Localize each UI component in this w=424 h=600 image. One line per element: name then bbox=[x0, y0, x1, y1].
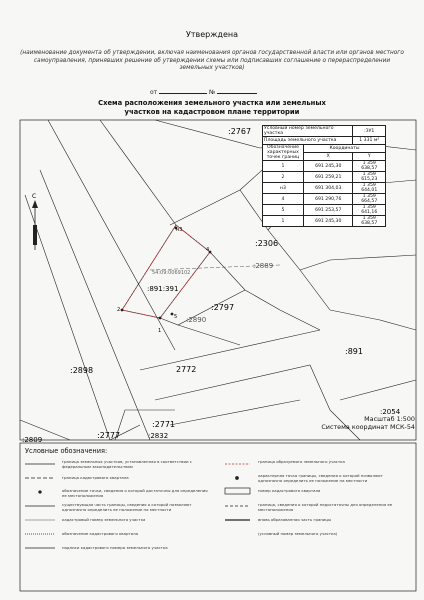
parcel-label: :2890 bbox=[186, 316, 207, 324]
x-cell: 691 245,30 bbox=[304, 161, 353, 172]
legend-title: Условные обозначения: bbox=[25, 447, 108, 455]
designation-value: :ЗУ1 bbox=[353, 126, 386, 137]
parcel-label: :2809 bbox=[22, 436, 43, 444]
north-label: С bbox=[32, 193, 37, 200]
y-cell: 1 359 638,57 bbox=[353, 161, 386, 172]
scheme-title-line2: участков на кадастровом плане территории bbox=[124, 108, 300, 116]
point-cell: 5 bbox=[263, 205, 304, 216]
parcel-label: :2889 bbox=[253, 262, 274, 270]
legend-item: характерная точка границы, сведения о которой позволяют однозначно определить ее положение на местности bbox=[258, 473, 383, 483]
x-cell: 691 253,57 bbox=[304, 205, 353, 216]
legend-symbol bbox=[236, 477, 239, 480]
col-x-header: X bbox=[304, 153, 353, 161]
parcel-label: 2772 bbox=[176, 365, 197, 374]
parcel-label: :2777 bbox=[97, 431, 121, 440]
quarter-label: 54:09:0069102 bbox=[152, 270, 191, 276]
legend-item: граница кадастрового квартала bbox=[62, 475, 129, 480]
parcel-label: :891:391 bbox=[147, 285, 179, 293]
crs-text: Система координат МСК-54 bbox=[321, 423, 415, 431]
legend-item: граница земельных участков, установленная в соответствии с федеральным законодательством bbox=[62, 459, 192, 469]
designation-label: Условный номер земельного участка bbox=[263, 126, 353, 137]
parcel-label: :2797 bbox=[211, 303, 235, 312]
number-prefix: № bbox=[209, 89, 216, 96]
legend-symbol bbox=[225, 488, 250, 494]
legend-item: граница, сведения о которой недостаточны для определения ее местоположения bbox=[258, 502, 393, 512]
y-cell: 1 359 644,01 bbox=[353, 183, 386, 194]
approved-heading: Утверждена bbox=[185, 30, 239, 39]
legend-symbol bbox=[39, 491, 42, 494]
y-cell: 1 359 641,16 bbox=[353, 205, 386, 216]
point-label: 2 bbox=[117, 307, 121, 313]
x-cell: 691 304,03 bbox=[304, 183, 353, 194]
date-prefix: от bbox=[150, 89, 158, 96]
y-cell: 1 359 664,57 bbox=[353, 194, 386, 205]
point-cell: 4 bbox=[263, 194, 304, 205]
point-label: 4 bbox=[206, 247, 210, 253]
parcel-label: :2054 bbox=[380, 408, 401, 416]
col-points-header: Обозначение характерных точек границ bbox=[263, 145, 304, 161]
scheme-title-line1: Схема расположения земельного участка или земельных bbox=[98, 99, 326, 107]
legend-item: (условный номер земельного участка) bbox=[258, 531, 338, 536]
col-coords-header: Координаты bbox=[304, 145, 386, 153]
legend-item: существующая часть границы, сведения о которой позволяют однозначно определить ее положение на местности bbox=[62, 502, 192, 512]
area-value: 1 331 м² bbox=[353, 137, 386, 145]
parcel-label: :2898 bbox=[70, 366, 94, 375]
col-y-header: Y bbox=[353, 153, 386, 161]
x-cell: 691 259,21 bbox=[304, 172, 353, 183]
parcel-label: :2306 bbox=[255, 239, 279, 248]
parcel-label: :2771 bbox=[152, 420, 176, 429]
x-cell: 691 290,76 bbox=[304, 194, 353, 205]
legend-item: обозначение кадастрового квартала bbox=[62, 531, 138, 536]
parcel-label: :891 bbox=[345, 347, 363, 356]
legend-item: надписи кадастрового номера земельного участка bbox=[62, 545, 168, 550]
y-cell: 1 359 638,57 bbox=[353, 216, 386, 227]
legend-item: номер кадастрового квартала bbox=[258, 488, 321, 493]
scale-text: Масштаб 1:500 bbox=[364, 415, 415, 423]
legend-item: кадастровый номер земельного участка bbox=[62, 517, 146, 522]
x-cell: 691 245,30 bbox=[304, 216, 353, 227]
point-label: н3 bbox=[176, 227, 183, 233]
y-cell: 1 359 615,23 bbox=[353, 172, 386, 183]
legend-item: обозначение точки, сведения о которой достаточны для определения ее местоположения bbox=[62, 488, 208, 498]
area-label: Площадь земельного участка bbox=[263, 137, 353, 145]
approval-note: (наименование документа об утверждении, включая наименования органов государственной власти или органов местного самоуправления, принявших решение об утверждении схемы или подписавших соглашение о перераспределении земельных участков) bbox=[20, 50, 404, 72]
legend-item: вновь образованная часть границы bbox=[258, 517, 332, 522]
point-cell: 2 bbox=[263, 172, 304, 183]
legend-item: граница образуемого земельного участка bbox=[258, 459, 345, 464]
parcel-label: :2832 bbox=[148, 432, 169, 440]
point-cell: н3 bbox=[263, 183, 304, 194]
point-cell: 1 bbox=[263, 161, 304, 172]
parcel-label: :2767 bbox=[228, 127, 252, 136]
point-label: 5 bbox=[174, 314, 178, 320]
point-label: 1 bbox=[158, 328, 162, 334]
point-cell: 1 bbox=[263, 216, 304, 227]
